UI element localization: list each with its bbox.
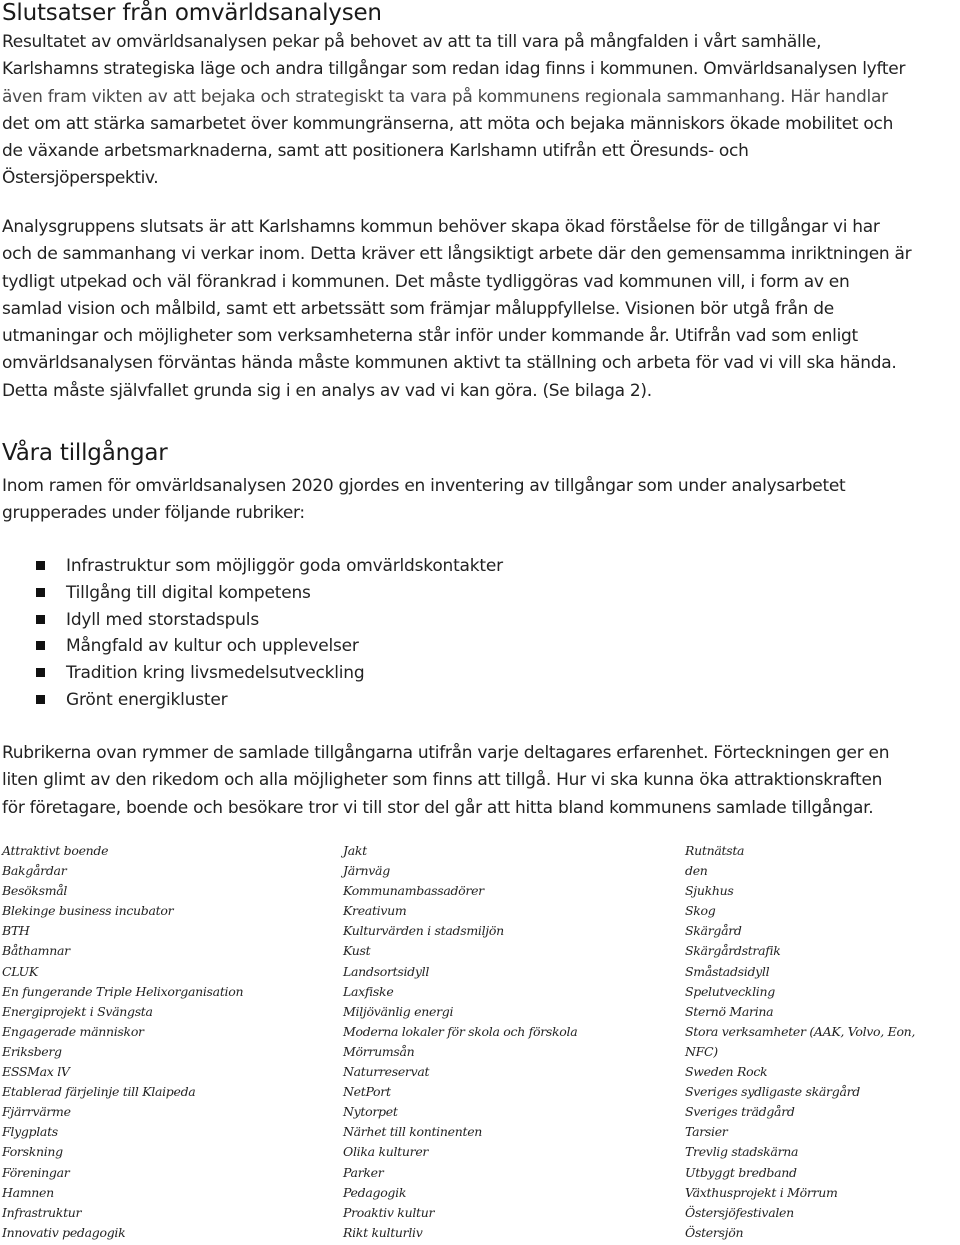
square-bullet-icon — [36, 641, 45, 650]
asset-item: Hamnen — [2, 1184, 54, 1200]
list-item-label: Tradition kring livsmedelsutveckling — [66, 663, 365, 684]
asset-item: Sweden Rock — [685, 1064, 768, 1080]
list-item — [36, 607, 503, 634]
asset-item: Etablerad färjelinje till Klaipeda — [2, 1084, 196, 1100]
asset-list-column-1 — [2, 841, 243, 1243]
asset-item: Utbyggt bredband — [685, 1164, 797, 1180]
text-line: även fram vikten av att bejaka och strategiskt ta vara på kommunens regionala sammanhang. Här handlar — [2, 86, 888, 107]
asset-item: Laxfiske — [343, 983, 394, 999]
list-item-label: Grönt energikluster — [66, 689, 228, 710]
asset-item: Bakgårdar — [2, 863, 67, 879]
list-item-label: Mångfald av kultur och upplevelser — [66, 636, 359, 657]
text-line: Analysgruppens slutsats är att Karlshamns kommun behöver skapa ökad förståelse för de tillgångar vi har — [2, 217, 880, 237]
asset-item: Mörrumsån — [343, 1043, 415, 1059]
asset-item: Naturreservat — [343, 1064, 430, 1080]
text-line: samlad vision och målbild, samt ett arbetssätt som främjar måluppfyllelse. Visionen bör utgå från de — [2, 298, 834, 319]
asset-item: Infrastruktur — [2, 1204, 82, 1220]
square-bullet-icon — [36, 668, 45, 677]
asset-item: Småstadsidyll — [685, 963, 770, 979]
list-item — [36, 687, 503, 714]
text-line: och de sammanhang vi verkar inom. Detta kräver ett långsiktigt arbete där den gemensamma inriktningen är — [2, 244, 912, 265]
list-item — [36, 633, 503, 660]
text-line: de växande arbetsmarknaderna, samt att positionera Karlshamn utifrån ett Öresunds- och — [2, 141, 749, 162]
asset-item: Växthusprojekt i Mörrum — [685, 1184, 838, 1200]
text-line: Detta måste självfallet grunda sig i en analys av vad vi kan göra. (Se bilaga 2). — [2, 380, 652, 401]
asset-item: Innovativ pedagogik — [2, 1224, 126, 1240]
asset-item: Engagerade människor — [2, 1023, 144, 1039]
text-line: Karlshamns strategiska läge och andra tillgångar som redan idag finns i kommunen. Omvärldsanalysen lyfter — [2, 59, 906, 80]
text-line: det om att stärka samarbetet över kommungränserna, att möta och bejaka människors ökade mobilitet och — [2, 113, 894, 134]
asset-item: den — [685, 863, 708, 879]
asset-item: Eriksberg — [2, 1043, 62, 1059]
asset-item: Trevlig stadskärna — [685, 1144, 799, 1160]
asset-item: Fjärrvärme — [2, 1104, 71, 1120]
text-line: omvärldsanalysen förväntas hända måste kommunen aktivt ta ställning och arbeta för vad vi vill ska hända. — [2, 353, 897, 374]
asset-item: Proaktiv kultur — [343, 1204, 435, 1220]
text-line: utmaningar och möjligheter som verksamheterna står inför under kommande år. Utifrån vad som enligt — [2, 326, 858, 347]
asset-item: Östersjön — [685, 1224, 744, 1240]
asset-item: Energiprojekt i Svängsta — [2, 1003, 153, 1019]
asset-item: Parker — [343, 1164, 384, 1180]
asset-item: Tarsier — [685, 1124, 728, 1140]
asset-item: Moderna lokaler för skola och förskola — [343, 1023, 578, 1039]
square-bullet-icon — [36, 588, 45, 597]
asset-item: Miljövänlig energi — [343, 1003, 454, 1019]
heading-slutsatser: Slutsatser från omvärldsanalysen — [2, 0, 382, 26]
asset-item: Närhet till kontinenten — [343, 1124, 483, 1140]
text-line: Östersjöperspektiv. — [2, 168, 159, 189]
list-item — [36, 660, 503, 687]
list-item-label: Tillgång till digital kompetens — [66, 582, 311, 603]
asset-item: Östersjöfestivalen — [685, 1204, 794, 1220]
text-line: för företagare, boende och besökare tror vi till stor del går att hitta bland kommunens samlade tillgångar. — [2, 797, 874, 818]
asset-item: En fungerande Triple Helixorganisation — [2, 983, 244, 999]
asset-item: Sveriges trädgård — [685, 1104, 795, 1120]
asset-item: Pedagogik — [343, 1184, 407, 1200]
asset-item: Sjukhus — [685, 883, 734, 899]
heading-vara-tillgangar: Våra tillgångar — [2, 440, 168, 466]
list-item-label: Infrastruktur som möjliggör goda omvärldskontakter — [66, 556, 503, 576]
text-line: tydligt utpekad och väl förankrad i kommunen. Det måste tydliggöras vad kommunen vill, i form av en — [2, 271, 850, 292]
asset-list-column-2 — [343, 841, 577, 1243]
text-line: grupperades under följande rubriker: — [2, 503, 305, 524]
square-bullet-icon — [36, 561, 45, 570]
list-item — [36, 580, 503, 607]
text-line: Inom ramen för omvärldsanalysen 2020 gjordes en inventering av tillgångar som under analysarbetet — [2, 476, 846, 496]
asset-item: CLUK — [2, 963, 38, 979]
asset-list-column-3 — [685, 841, 915, 1243]
asset-item: Olika kulturer — [343, 1144, 429, 1160]
asset-item: Båthamnar — [2, 943, 70, 959]
square-bullet-icon — [36, 615, 45, 624]
asset-item: Skärgårdstrafik — [685, 943, 781, 959]
asset-item: Besöksmål — [2, 883, 68, 899]
asset-item: Skärgård — [685, 923, 742, 939]
asset-item: Stora verksamheter (AAK, Volvo, Eon, — [685, 1023, 916, 1039]
asset-item: NetPort — [343, 1084, 391, 1100]
asset-item: Sternö Marina — [685, 1003, 774, 1019]
asset-item: Landsortsidyll — [343, 963, 430, 979]
asset-item: NFC) — [685, 1043, 718, 1059]
text-line: Resultatet av omvärldsanalysen pekar på behovet av att ta till vara på mångfalden i vårt samhälle, — [2, 32, 822, 52]
asset-item: Flygplats — [2, 1124, 58, 1140]
asset-item: Kulturvärden i stadsmiljön — [343, 923, 504, 939]
asset-item: Rikt kulturliv — [343, 1224, 423, 1240]
square-bullet-icon — [36, 695, 45, 704]
asset-item: Skog — [685, 903, 716, 919]
asset-item: Forskning — [2, 1144, 63, 1160]
asset-item: Föreningar — [2, 1164, 70, 1180]
asset-item: ESSMax lV — [2, 1064, 70, 1080]
asset-item: Kust — [343, 943, 371, 959]
asset-item: Kommunambassadörer — [343, 883, 484, 899]
asset-item: Jakt — [343, 843, 367, 858]
asset-item: Järnväg — [343, 863, 390, 879]
asset-item: Kreativum — [343, 903, 407, 919]
asset-item: Rutnätsta — [685, 843, 745, 858]
paragraph-summary — [2, 740, 960, 822]
text-line: liten glimt av den rikedom och alla möjligheter som finns att tillgå. Hur vi ska kunna öka attraktionskraften — [2, 770, 883, 791]
asset-item: Sveriges sydligaste skärgård — [685, 1084, 860, 1100]
asset-item: Blekinge business incubator — [2, 903, 174, 919]
asset-item: Nytorpet — [343, 1104, 398, 1120]
asset-item: Spelutveckling — [685, 983, 775, 999]
paragraph-analysgrupp — [2, 214, 960, 405]
asset-item: BTH — [2, 923, 30, 939]
list-item — [36, 553, 503, 580]
paragraph-omvarldsanalys — [2, 29, 960, 193]
asset-item: Attraktivt boende — [2, 843, 109, 858]
list-item-label: Idyll med storstadspuls — [66, 609, 259, 630]
text-line: Rubrikerna ovan rymmer de samlade tillgångarna utifrån varje deltagares erfarenhet. Förteckningen ger en — [2, 743, 890, 763]
paragraph-intro — [2, 473, 960, 528]
category-bullet-list — [36, 553, 503, 714]
